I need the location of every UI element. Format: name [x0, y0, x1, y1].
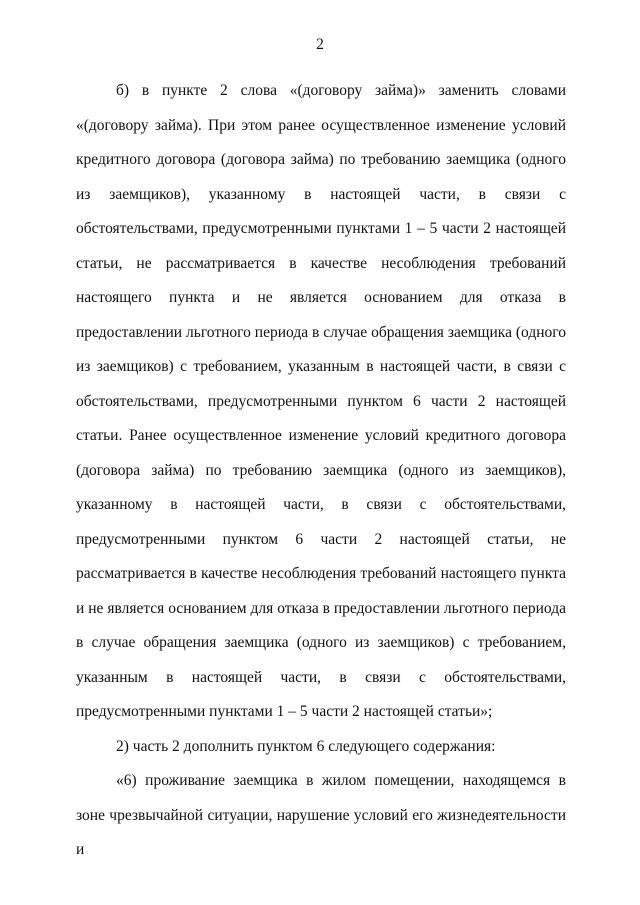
- paragraph-item-6: «6) проживание заемщика в жилом помещении, находящемся в зоне чрезвычайной ситуации, нарушение условий его жизнедеятельности и: [76, 772, 566, 858]
- paragraph-part-2: 2) часть 2 дополнить пунктом 6 следующего содержания:: [116, 737, 496, 755]
- page-number: 2: [316, 36, 324, 53]
- document-body: [76, 74, 566, 868]
- paragraph-amendment-b: б) в пункте 2 слова «(договору займа)» заменить словами «(договору займа). При этом ранее осуществленное изменение условий кредитного договора (договора займа) по требованию заемщика (одного из заемщиков), указанному в настоящей части, в связи с обстоятельствами, предусмотренными пунктами 1 – 5 части 2 настоящей статьи, не рассматривается в качестве несоблюдения требований настоящего пункта и не является основанием для отказа в предоставлении льготного периода в случае обращения заемщика (одного из заемщиков) с требованием, указанным в настоящей части, в связи с обстоятельствами, предусмотренными пунктом 6 части 2 настоящей статьи. Ранее осуществленное изменение условий кредитного договора (договора займа) по требованию заемщика (одного из заемщиков), указанному в настоящей части, в связи с обстоятельствами, предусмотренными пунктом 6 части 2 настоящей статьи, не рассматривается в качестве несоблюдения требований настоящего пункта и не является основанием для отказа в предоставлении льготного периода в случае обращения заемщика (одного из заемщиков) с требованием, указанным в настоящей части, в связи с обстоятельствами, предусмотренными пунктами 1 – 5 части 2 настоящей статьи»;: [76, 82, 566, 720]
